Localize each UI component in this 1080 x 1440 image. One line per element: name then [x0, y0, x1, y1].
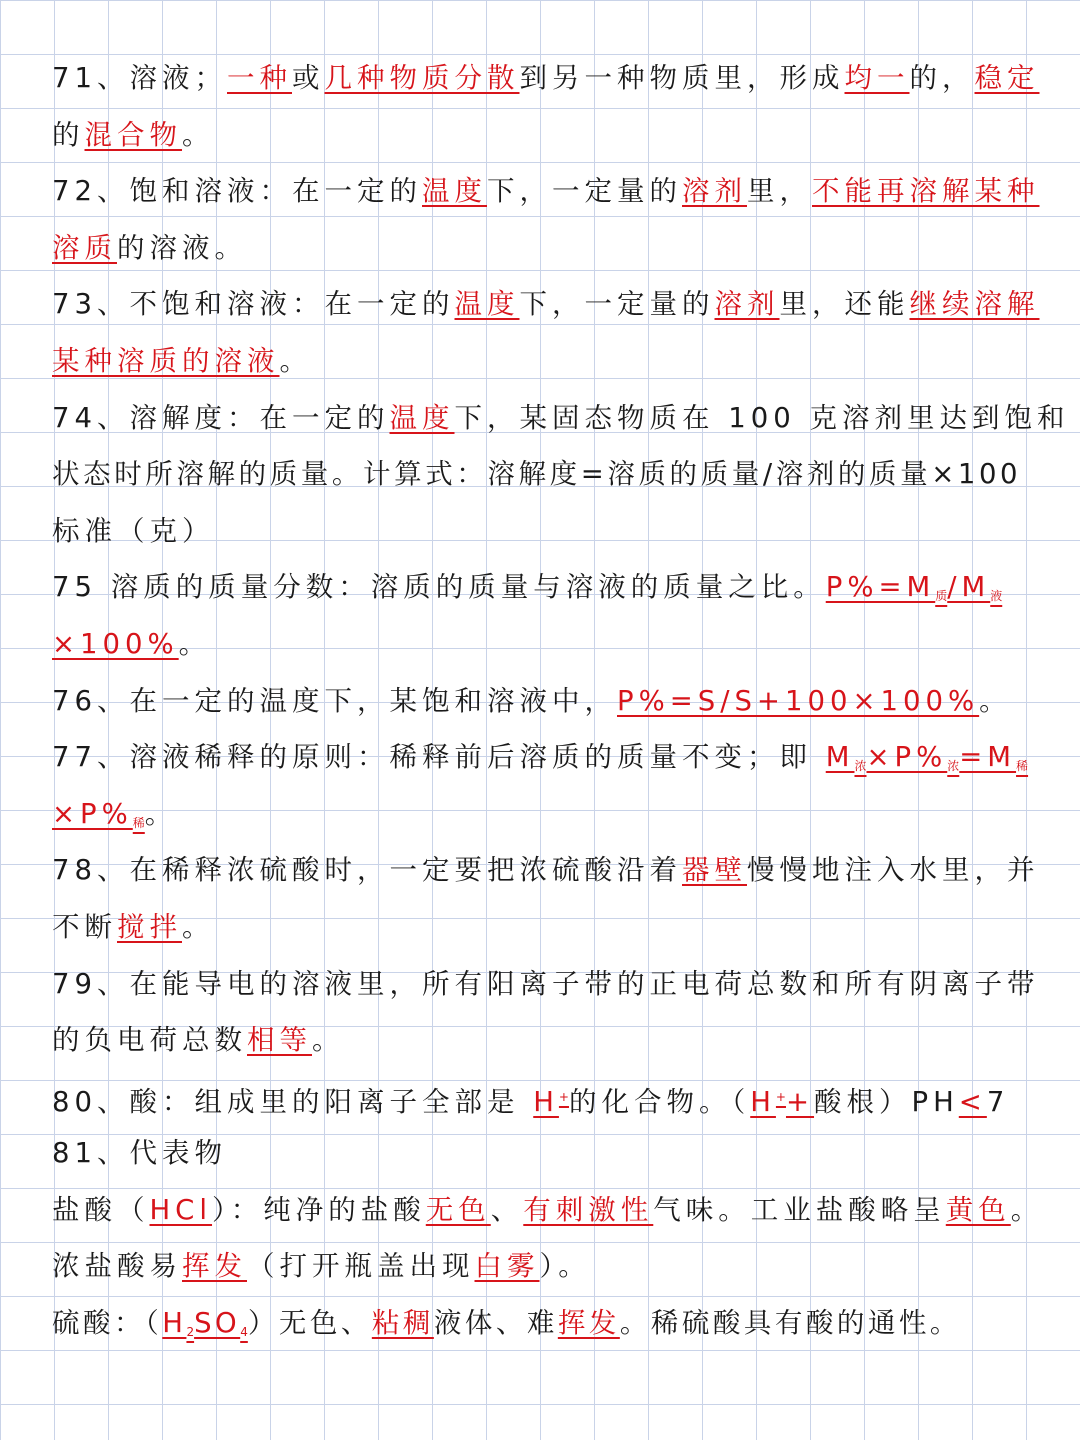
item-72-highlight-2: 溶剂 [682, 175, 747, 208]
item-73-text-3: 。 [279, 344, 312, 377]
hcl2-text-3: ）。 [539, 1250, 591, 1283]
item-73-number-text: 73、不饱和溶液：在一定的 [52, 288, 455, 321]
item-71-text-2: 到另一种物质里，形成 [519, 62, 845, 94]
item-77-subscript-4: 稀 [132, 815, 145, 830]
item-78-text-2: 不断 [52, 910, 117, 943]
item-80-superscript-1: + [558, 1089, 569, 1104]
item-80-text-2: 酸根）PH [814, 1085, 959, 1118]
item-81-title-text: 81、代表物 [52, 1137, 227, 1170]
hcl-text-2: 、 [490, 1193, 524, 1226]
h2so4-highlight-2: 挥发 [557, 1307, 620, 1340]
hcl-highlight-3: 黄色 [945, 1193, 1011, 1226]
item-77-subscript-3: 稀 [1016, 759, 1029, 774]
item-78-number-text: 78、在稀释浓硫酸时，一定要把浓硫酸沿着 [52, 854, 682, 887]
hcl2-text-1: 浓盐酸易 [52, 1250, 182, 1283]
item-73-line-2 [52, 333, 1032, 390]
item-79-line-1 [52, 956, 1040, 1013]
item-77-formula-part-4: ×P% [52, 797, 133, 830]
item-76-formula: P%=S/S+100×100% [617, 684, 980, 717]
item-80-line-1 [52, 1069, 1032, 1126]
item-80-highlight-3: < [958, 1085, 987, 1118]
item-78-text-3: 。 [182, 910, 215, 943]
h2so4-text-1: ）无色、 [247, 1307, 372, 1340]
item-74-line-2 [52, 446, 1032, 503]
h2so4-formula-so: SO [194, 1307, 241, 1340]
item-71-text-4: 的 [52, 118, 85, 151]
item-77-line-1 [52, 729, 1032, 786]
item-72-text-2: 里， [747, 175, 812, 208]
item-73-line-1 [52, 276, 1040, 333]
item-74-number-text: 74、溶解度：在一定的 [52, 401, 390, 434]
item-81-title [52, 1125, 1032, 1182]
item-71-highlight-3: 均一 [844, 62, 910, 94]
item-72-line-1 [52, 163, 1040, 220]
item-72-text-1: 下，一定量的 [487, 175, 682, 208]
item-80-number-text: 80、酸：组成里的阳离子全部是 [52, 1085, 534, 1118]
h2so4-prefix: 硫酸：（ [52, 1307, 163, 1340]
item-79-text-1: 的负电荷总数 [52, 1024, 247, 1057]
item-78-highlight-1: 器壁 [682, 854, 747, 887]
item-81-hcl-line-1 [52, 1182, 1044, 1239]
item-73-text-1: 下，一定量的 [519, 288, 715, 321]
item-71-text-5: 。 [182, 118, 215, 151]
item-77-line-2 [52, 786, 1032, 843]
item-71-text-3: 的， [909, 62, 975, 94]
hcl-highlight-1: 无色 [425, 1193, 491, 1226]
hcl-text-3: 气味。工业盐酸略呈 [653, 1193, 946, 1226]
item-74-highlight-1: 温度 [389, 401, 455, 434]
item-72-line-2 [52, 220, 1032, 277]
item-71-line-2 [52, 107, 1032, 164]
item-76-line-1 [52, 673, 1032, 730]
item-71-text-1: 或 [292, 62, 325, 94]
item-78-text-1: 慢慢地注入水里，并 [747, 854, 1040, 887]
item-75-formula-part-1: P%=M [825, 571, 936, 604]
item-77-number-text: 77、溶液稀释的原则：稀释前后溶质的质量不变；即 [52, 741, 826, 774]
item-77-formula-part-3: =M [959, 741, 1017, 774]
item-75-formula-part-2: /M [947, 571, 991, 604]
item-73-highlight-1: 温度 [454, 288, 520, 321]
item-79-number-text: 79、在能导电的溶液里，所有阳离子带的正电荷总数和所有阴离子带 [52, 967, 1040, 1000]
item-81-h2so4-line [52, 1295, 1032, 1352]
item-73-highlight-3: 继续溶解 [909, 288, 1040, 321]
item-75-line-2 [52, 616, 1032, 673]
item-80-highlight-1: H [533, 1085, 559, 1118]
h2so4-text-3: 。稀硫酸具有酸的通性。 [619, 1307, 961, 1340]
item-74-line-1 [52, 390, 1070, 447]
item-77-text-1: 。 [144, 797, 178, 830]
h2so4-subscript-4: 4 [240, 1325, 248, 1340]
item-75-number-text: 75 溶质的质量分数：溶质的质量与溶液的质量之比。 [52, 571, 826, 604]
item-75-subscript-2: 液 [990, 589, 1003, 604]
item-79-line-2 [52, 1012, 1032, 1069]
item-71-highlight-2: 几种物质分散 [324, 62, 520, 94]
item-74-unit-text: 标准（克） [52, 514, 215, 547]
hcl2-text-2: （打开瓶盖出现 [247, 1250, 475, 1283]
item-76-text-1: 。 [979, 684, 1012, 717]
item-77-subscript-2: 浓 [947, 759, 960, 774]
hcl2-highlight-1: 挥发 [182, 1250, 247, 1283]
item-72-highlight-3: 不能再溶解某种 [812, 175, 1040, 208]
item-73-highlight-4: 某种溶质的溶液 [52, 344, 280, 377]
item-80-superscript-2: + [775, 1089, 786, 1104]
h2so4-text-2: 液体、难 [433, 1307, 558, 1340]
item-79-text-2: 。 [312, 1024, 345, 1057]
item-72-text-3: 的溶液。 [117, 231, 247, 264]
item-79-highlight-1: 相等 [247, 1024, 312, 1057]
item-72-number-text: 72、饱和溶液：在一定的 [52, 175, 422, 208]
item-75-text-1: 。 [178, 627, 212, 660]
item-77-subscript-1: 浓 [854, 759, 867, 774]
item-77-formula-part-1: M [825, 741, 855, 774]
hcl2-highlight-2: 白雾 [474, 1250, 540, 1283]
item-78-line-2 [52, 899, 1032, 956]
item-72-highlight-1: 温度 [422, 175, 487, 208]
item-80-text-1: 的化合物。（ [568, 1085, 751, 1118]
item-74-line-3 [52, 503, 1032, 560]
item-80-highlight-2b: + [785, 1085, 815, 1118]
hcl-formula: HCl [149, 1193, 213, 1226]
item-71-line-1 [52, 50, 1040, 107]
item-75-subscript-1: 质 [935, 589, 948, 604]
notes-page [52, 50, 1070, 1352]
item-72-highlight-4: 溶质 [52, 231, 117, 264]
item-81-hcl-line-2 [52, 1238, 1032, 1295]
item-78-line-1 [52, 842, 1040, 899]
item-71-highlight-1: 一种 [227, 62, 292, 94]
item-77-formula-part-2: ×P% [866, 741, 948, 774]
h2so4-subscript-2: 2 [186, 1325, 195, 1340]
item-71-highlight-5: 混合物 [84, 118, 182, 151]
item-75-formula-part-3: ×100% [52, 627, 179, 660]
item-73-text-2: 里，还能 [779, 288, 910, 321]
item-78-highlight-2: 搅拌 [117, 910, 182, 943]
item-75-line-1 [52, 559, 1032, 616]
hcl-text-1: ）：纯净的盐酸 [212, 1193, 426, 1226]
item-74-text-1: 下，某固态物质在 100 克溶剂里达到饱和 [454, 401, 1070, 434]
item-80-highlight-2: H [750, 1085, 776, 1118]
item-80-text-3: 7 [986, 1085, 1010, 1118]
item-71-number-text: 71、溶液； [52, 62, 227, 94]
item-76-number-text: 76、在一定的温度下，某饱和溶液中， [52, 684, 617, 717]
item-74-formula-text: 状态时所溶解的质量。计算式：溶解度=溶质的质量/溶剂的质量×100 [52, 458, 1022, 491]
hcl-prefix: 盐酸（ [52, 1193, 150, 1226]
h2so4-formula-h: H [162, 1307, 187, 1340]
h2so4-highlight-1: 粘稠 [371, 1307, 434, 1340]
item-73-highlight-2: 溶剂 [714, 288, 780, 321]
hcl-text-4: 。 [1010, 1193, 1044, 1226]
item-71-highlight-4: 稳定 [974, 62, 1040, 94]
hcl-highlight-2: 有刺激性 [523, 1193, 654, 1226]
